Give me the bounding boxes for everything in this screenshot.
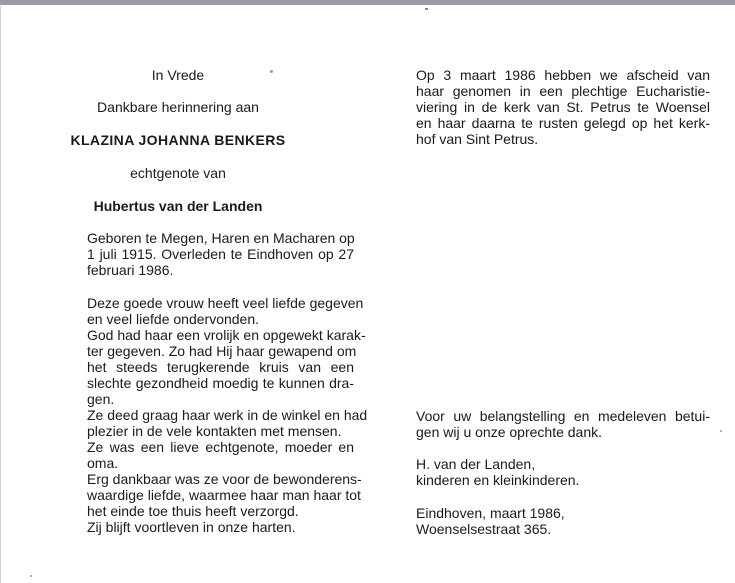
text-line: slechte gezondheid moedig te kunnen dra- [87,375,354,391]
text-line: Geboren te Megen, Haren en Macharen op [87,230,355,246]
text-line: viering in de kerk van St. Petrus te Woensel [416,99,710,115]
text-line: Ze was een lieve echtgenote, moeder en [87,439,354,455]
text-line: gen wij u onze oprechte dank. [416,424,603,440]
text-line: Op 3 maart 1986 hebben we afscheid van [416,67,710,83]
remembrance-line: Dankbare herinnering aan [97,99,259,115]
signature-block [416,456,710,488]
text-line: God had haar een vrolijk en opgewekt karak- [87,327,366,343]
left-scan-edge [0,6,1,583]
text-line: hof van Sint Petrus. [416,131,539,147]
text-line: het einde toe thuis heeft verzorgd. [87,503,299,519]
text-line: februari 1986. [87,262,174,278]
text-line: Voor uw belangstelling en medeleven betui- [416,408,710,424]
text-line: Deze goede vrouw heeft veel liefde gegeven [87,295,364,311]
eulogy-paragraph [87,295,368,535]
thanks-paragraph [416,408,710,440]
spouse-intro: echtgenote van [130,165,226,181]
text-line: en haar daarna te rusten gelegd op het kerk- [416,115,710,131]
text-line: Ze deed graag haar werk in de winkel en had [87,407,368,423]
text-line: waardige liefde, waarmee haar man haar tot [87,487,361,503]
text-line: H. van der Landen, [416,456,536,472]
text-line: plezier in de vele kontakten met mensen. [87,423,342,439]
text-line: kinderen en kleinkinderen. [416,472,580,488]
deceased-name: KLAZINA JOHANNA BENKERS [70,132,286,148]
scan-mark [425,8,428,10]
funeral-paragraph [416,67,710,147]
opening-line: In Vrede [151,67,205,83]
text-line: ter gegeven. Zo had Hij haar gewapend om [87,343,357,359]
text-line: Erg dankbaar was ze voor de bewonderens- [87,471,362,487]
text-line: het steeds terugkerende kruis van een [87,359,354,375]
birth-death-paragraph [87,230,354,278]
text-line: haar genomen in een plechtige Eucharistie- [416,83,710,99]
dust-speck [720,430,722,432]
dust-speck [30,575,32,577]
text-line: Woenselsestraat 365. [416,521,552,537]
text-line: 1 juli 1915. Overleden te Eindhoven op 27 [87,246,354,262]
text-line: oma. [87,455,119,471]
dust-speck [270,70,273,73]
spouse-name: Hubertus van der Landen [93,198,263,214]
text-line: gen. [87,391,115,407]
address-block [416,505,710,537]
text-line: Eindhoven, maart 1986, [416,505,565,521]
top-border-bar [0,0,735,5]
text-line: en veel liefde ondervonden. [87,311,260,327]
text-line: Zij blijft voortleven in onze harten. [87,519,296,535]
